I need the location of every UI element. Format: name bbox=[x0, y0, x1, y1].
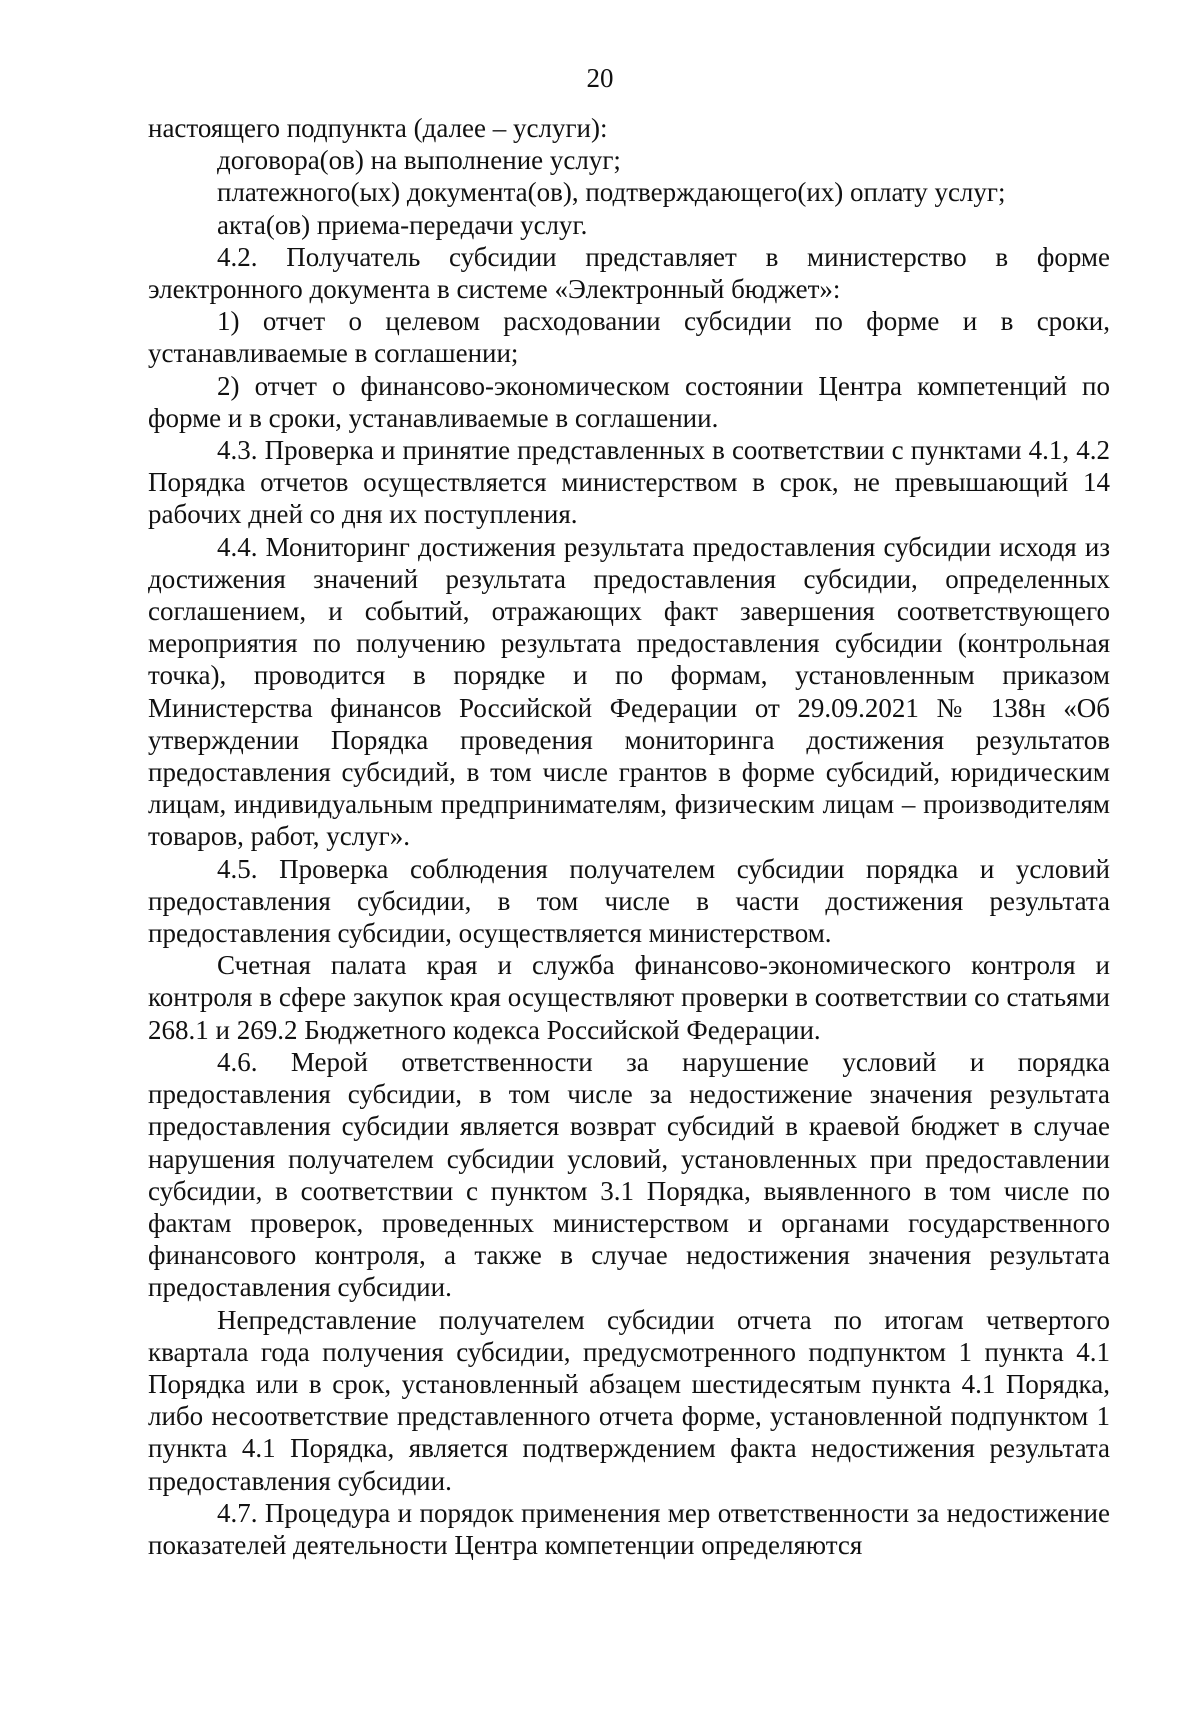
paragraph-list-item-payment-docs: платежного(ых) документа(ов), подтверждающего(их) оплату услуг; bbox=[217, 177, 1006, 208]
paragraph-list-item-contracts: договора(ов) на выполнение услуг; bbox=[217, 145, 621, 176]
paragraph-4-4: 4.4. Мониторинг достижения результата предоставления субсидии исходя из достижения значений результата предоставления субсидии, определенных соглашением, и событий, отражающих факт завершения соответствующего мероприятия по получению результата предоставления субсидии (контрольная точка), проводится в порядке и по формам, установленным приказом Министерства финансов Российской Федерации от 29.09.2021 № 138н «Об утверждении Порядка проведения мониторинга достижения результатов предоставления субсидий, в том числе грантов в форме субсидий, юридическим лицам, индивидуальным предпринимателям, физическим лицам – производителям товаров, работ, услуг». bbox=[148, 531, 1110, 852]
document-body bbox=[148, 112, 1110, 1561]
paragraph-4-7: 4.7. Процедура и порядок применения мер ответственности за недостижение показателей деятельности Центра компетенции определяются bbox=[148, 1497, 1110, 1560]
paragraph-list-item-acts: акта(ов) приема-передачи услуг. bbox=[217, 209, 588, 240]
paragraph-4-5: 4.5. Проверка соблюдения получателем субсидии порядка и условий предоставления субсидии, в том числе в части достижения результата предоставления субсидии, осуществляется министерством. bbox=[148, 853, 1110, 949]
paragraph-4-6: 4.6. Мерой ответственности за нарушение условий и порядка предоставления субсидии, в том числе за недостижение значения результата предоставления субсидии является возврат субсидий в краевой бюджет в случае нарушения получателем субсидии условий, установленных при предоставлении субсидии, в соответствии с пунктом 3.1 Порядка, выявленного в том числе по фактам проверок, проведенных министерством и органами государственного финансового контроля, а также в случае недостижения значения результата предоставления субсидии. bbox=[148, 1046, 1110, 1303]
paragraph-accounts-chamber: Счетная палата края и служба финансово-экономического контроля и контроля в сфере закупок края осуществляют проверки в соответствии со статьями 268.1 и 269.2 Бюджетного кодекса Российской Федерации. bbox=[148, 950, 1110, 1045]
paragraph-4-2-item-2: 2) отчет о финансово-экономическом состоянии Центра компетенций по форме и в сроки, устанавливаемые в соглашении. bbox=[148, 370, 1110, 433]
paragraph-4-3: 4.3. Проверка и принятие представленных в соответствии с пунктами 4.1, 4.2 Порядка отчетов осуществляется министерством в срок, не превышающий 14 рабочих дней со дня их поступления. bbox=[148, 435, 1110, 530]
page-number: 20 bbox=[586, 63, 614, 93]
paragraph-intro-continuation: настоящего подпункта (далее – услуги): bbox=[148, 113, 608, 143]
paragraph-non-submission: Непредставление получателем субсидии отчета по итогам четвертого квартала года получения субсидии, предусмотренного подпунктом 1 пункта 4.1 Порядка или в срок, установленный абзацем шестидесятым пункта 4.1 Порядка, либо несоответствие представленного отчета форме, установленной подпунктом 1 пункта 4.1 Порядка, является подтверждением факта недостижения результата предоставления субсидии. bbox=[148, 1304, 1110, 1496]
paragraph-4-2-item-1: 1) отчет о целевом расходовании субсидии по форме и в сроки, устанавливаемые в соглашении; bbox=[148, 306, 1110, 369]
paragraph-4-2: 4.2. Получатель субсидии представляет в министерство в форме электронного документа в системе «Электронный бюджет»: bbox=[148, 241, 1110, 305]
